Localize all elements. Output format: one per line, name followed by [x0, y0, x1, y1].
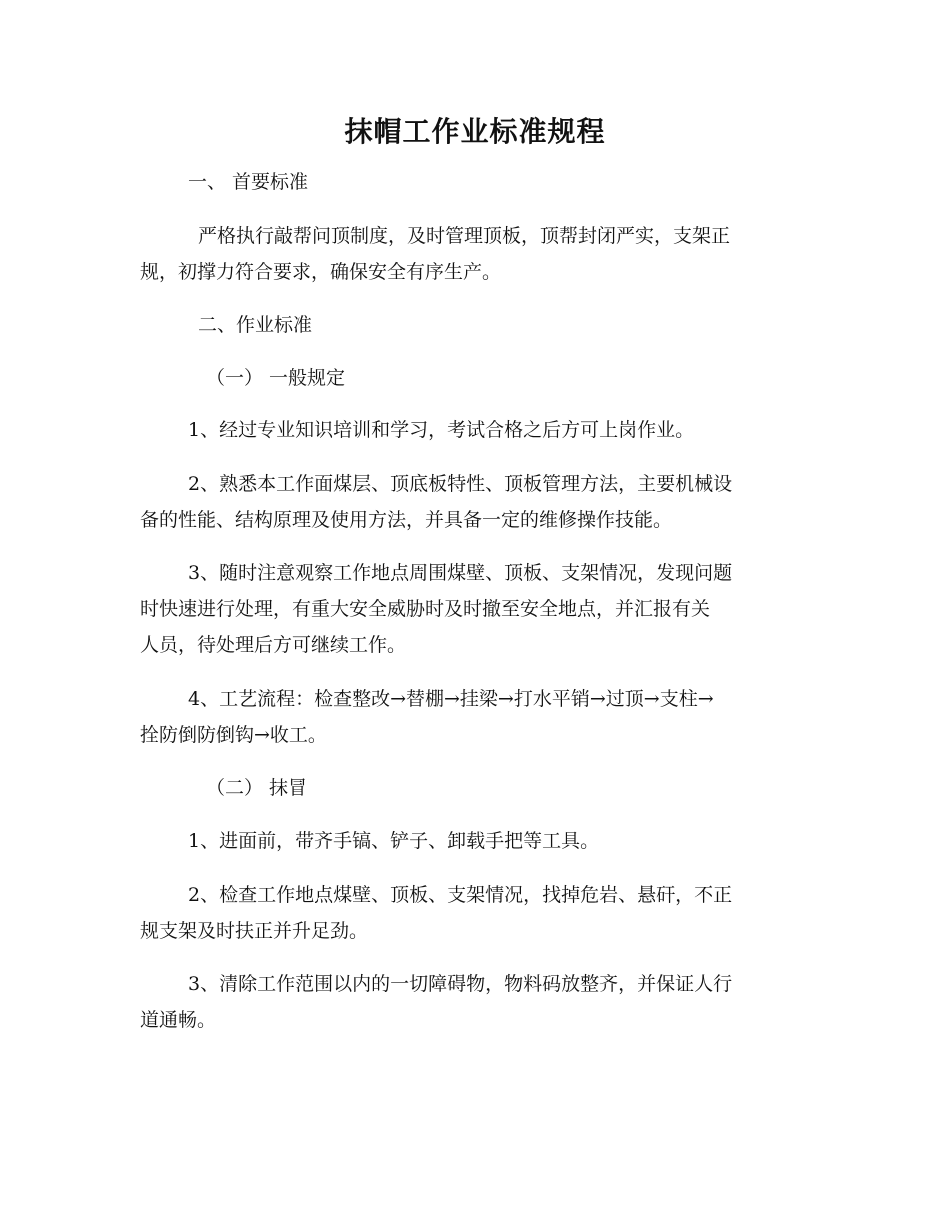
list-item-continuation: 道通畅。	[140, 1009, 217, 1031]
section-heading-primary-standard: 一、 首要标准	[188, 171, 309, 193]
list-item-continuation: 时快速进行处理，有重大安全威胁时及时撤至安全地点，并汇报有关	[140, 598, 711, 620]
list-item-continuation: 拴防倒防倒钩→收工。	[140, 724, 327, 746]
subsection-heading-mao: （二） 抹冒	[206, 777, 308, 799]
list-item: 3、清除工作范围以内的一切障碍物，物料码放整齐，并保证人行	[188, 973, 733, 995]
paragraph-line: 严格执行敲帮问顶制度，及时管理顶板，顶帮封闭严实，支架正	[198, 225, 731, 247]
paragraph-line: 规，初撑力符合要求，确保安全有序生产。	[140, 261, 502, 283]
section-heading-work-standard: 二、作业标准	[198, 314, 313, 336]
list-item: 3、随时注意观察工作地点周围煤壁、顶板、支架情况，发现问题	[188, 562, 733, 584]
list-item: 1、经过专业知识培训和学习，考试合格之后方可上岗作业。	[188, 419, 695, 441]
list-item: 4、工艺流程：检查整改→替棚→挂梁→打水平销→过顶→支柱→	[188, 688, 714, 710]
list-item-continuation: 备的性能、结构原理及使用方法，并具备一定的维修操作技能。	[140, 509, 673, 531]
list-item-continuation: 规支架及时扶正并升足劲。	[140, 920, 369, 942]
list-item: 1、进面前，带齐手镐、铲子、卸载手把等工具。	[188, 830, 600, 852]
list-item: 2、熟悉本工作面煤层、顶底板特性、顶板管理方法，主要机械设	[188, 473, 733, 495]
list-item: 2、检查工作地点煤壁、顶板、支架情况，找掉危岩、悬矸，不正	[188, 884, 733, 906]
list-item-continuation: 人员，待处理后方可继续工作。	[140, 634, 407, 656]
document-title: 抹帽工作业标准规程	[344, 115, 606, 148]
subsection-heading-general-rules: （一） 一般规定	[206, 367, 346, 389]
